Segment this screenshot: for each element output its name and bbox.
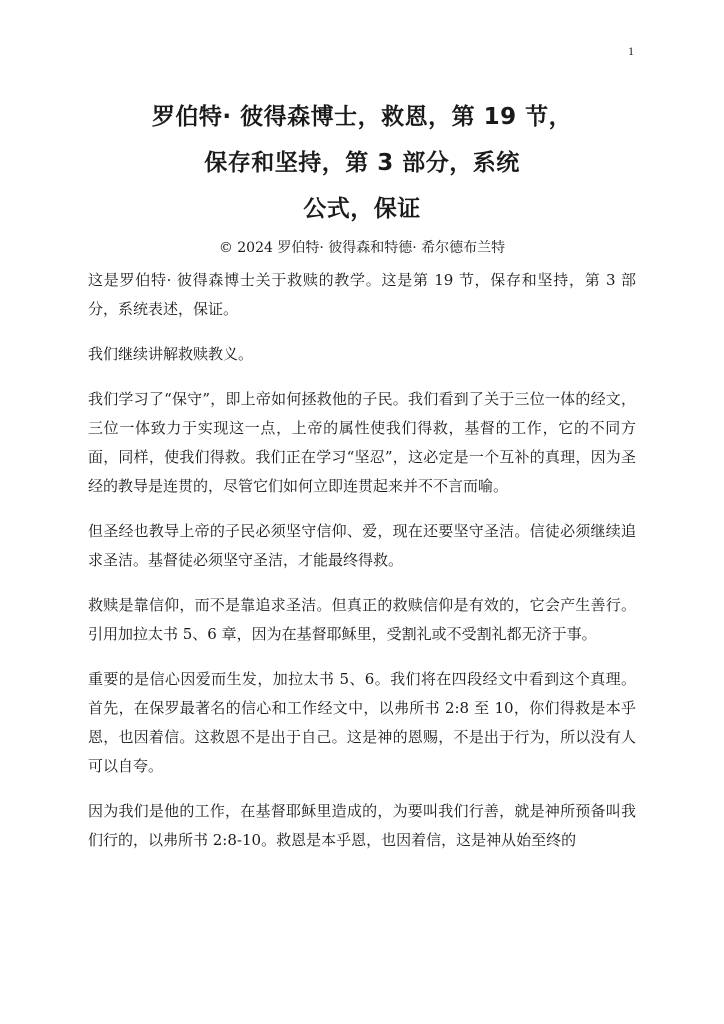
title-line-1: 罗伯特· 彼得森博士，救恩，第 19 节， — [151, 104, 573, 130]
title-line-3: 公式，保证 — [303, 196, 421, 222]
paragraph: 重要的是信心因爱而生发，加拉太书 5、6。我们将在四段经文中看到这个真理。首先，在保罗最著名的信心和工作经文中，以弗所书 2:8 至 10，你们得救是本乎恩，也因着信。这救恩不是出于自己。这是神的恩赐，不是出于行为，所以没有人可以自夸。 — [88, 670, 636, 775]
document-body — [88, 266, 636, 871]
paragraph: 救赎是靠信仰，而不是靠追求圣洁。但真正的救赎信仰是有效的，它会产生善行。引用加拉太书 5、6 章，因为在基督耶稣里，受割礼或不受割礼都无济于事。 — [88, 596, 636, 643]
paragraph: 因为我们是他的工作，在基督耶稣里造成的，为要叫我们行善，就是神所预备叫我们行的，以弗所书 2:8-10。救恩是本乎恩，也因着信，这是神从始至终的 — [88, 802, 636, 849]
paragraph: 但圣经也教导上帝的子民必须坚守信仰、爱，现在还要坚守圣洁。信徒必须继续追求圣洁。基督徒必须坚守圣洁，才能最终得救。 — [88, 522, 636, 569]
paragraph: 这是罗伯特· 彼得森博士关于救赎的教学。这是第 19 节，保存和坚持，第 3 部分，系统表述，保证。 — [88, 271, 636, 318]
title-line-2: 保存和坚持，第 3 部分，系统 — [204, 150, 520, 176]
page-number: 1 — [628, 44, 634, 58]
paragraph: 我们学习了“保守”，即上帝如何拯救他的子民。我们看到了关于三位一体的经文，三位一体致力于实现这一点，上帝的属性使我们得救，基督的工作，它的不同方面，同样，使我们得救。我们正在学习“坚忍”，这必定是一个互补的真理，因为圣经的教导是连贯的，尽管它们如何立即连贯起来并不不言而喻。 — [88, 390, 636, 495]
paragraph: 我们继续讲解救赎教义。 — [88, 345, 254, 363]
title-block — [0, 94, 724, 258]
copyright-line: © 2024 罗伯特· 彼得森和特德· 希尔德布兰特 — [218, 240, 506, 256]
